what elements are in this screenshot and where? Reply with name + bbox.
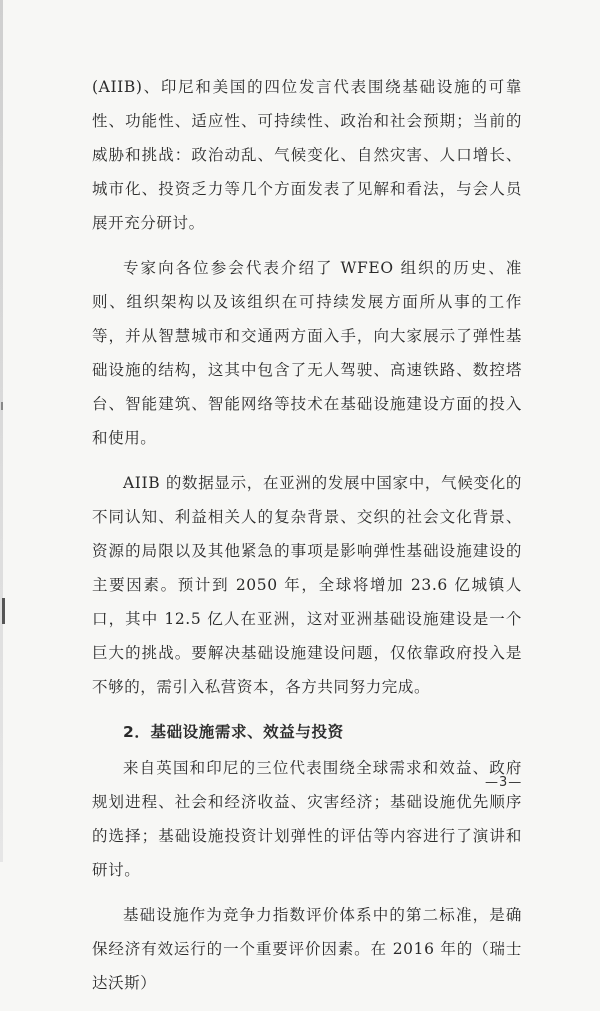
scan-mark — [2, 598, 5, 624]
paragraph: 专家向各位参会代表介绍了 WFEO 组织的历史、准则、组织架构以及该组织在可持续发展方面所从事的工作等，并从智慧城市和交通两方面入手，向大家展示了弹性基础设施的结构，这其中包含了无人驾驶、高速铁路、数控塔台、智能建筑、智能网络等技术在基础设施建设方面的投入和使用。 — [92, 259, 522, 447]
section-heading: 2．基础设施需求、效益与投资 — [123, 723, 344, 741]
page-number: —3— — [485, 775, 523, 790]
paragraph: AIIB 的数据显示，在亚洲的发展中国家中，气候变化的不同认知、利益相关人的复杂背景、交织的社会文化背景、资源的局限以及其他紧急的事项是影响弹性基础设施建设的主要因素。预计到 2050 年，全球将增加 23.6 亿城镇人口，其中 12.5 亿人在亚洲，这对亚洲基础设施建设是一个巨大的挑战。要解决基础设施建设问题，仅依靠政府投入是不够的，需引入私营资本，各方共同努力完成。 — [92, 474, 522, 696]
page-edge — [0, 0, 3, 862]
paragraph: (AIIB)、印尼和美国的四位发言代表围绕基础设施的可靠性、功能性、适应性、可持续性、政治和社会预期；当前的威胁和挑战：政治动乱、气候变化、自然灾害、人口增长、城市化、投资乏力等几个方面发表了见解和看法，与会人员展开充分研讨。 — [92, 78, 522, 232]
paragraph: 基础设施作为竞争力指数评价体系中的第二标准，是确保经济有效运行的一个重要评价因素。在 2016 年的（瑞士达沃斯） — [92, 906, 522, 992]
scan-mark — [1, 402, 3, 410]
paragraph: 来自英国和印尼的三位代表围绕全球需求和效益、政府规划进程、社会和经济收益、灾害经济；基础设施优先顺序的选择；基础设施投资计划弹性的评估等内容进行了演讲和研讨。 — [92, 759, 522, 879]
document-body — [92, 70, 522, 1011]
